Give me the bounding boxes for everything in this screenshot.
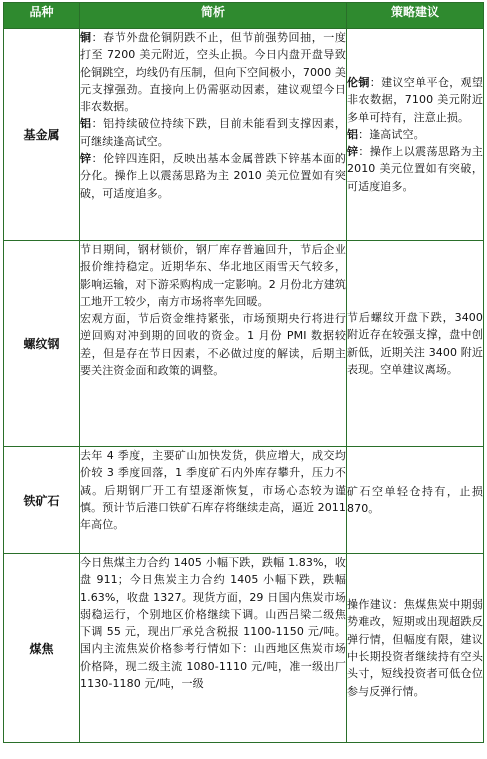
item-text: ：操作上以震荡思路为主 2010 美元位置如有突破，可适度追多。 (347, 145, 483, 193)
table-row (4, 447, 484, 554)
item-text: ：伦锌四连阳，反映出基本金属普跌下锌基本面的分化。操作上以震荡思路为主 2010 美元位置如有突破，可适度追多。 (80, 152, 346, 200)
item-label: 伦铜 (347, 75, 370, 89)
strategy-cell: 操作建议：焦煤焦炭中期弱势难改，短期或出现超跌反弹行情，但幅度有限，建议中长期投资者继续持有空头头寸，短线投资者可低仓位参与反弹行情。 (347, 554, 484, 743)
table-row (4, 554, 484, 743)
item-text: ：铝持续破位持续下跌，目前未能看到支撑因素，可继续逢高试空。 (80, 117, 346, 148)
strategy-cell: 矿石空单轻仓持有，止损 870。 (347, 447, 484, 554)
category-cell: 铁矿石 (4, 447, 80, 554)
header-category: 品种 (4, 3, 80, 29)
strategy-table (3, 2, 484, 743)
item-text: ：建议空单平仓，观望非农数据，7100 美元附近多单可持有，注意止损。 (347, 75, 484, 124)
table-row (4, 29, 484, 241)
header-analysis: 简析 (80, 3, 347, 29)
analysis-cell: 节日期间，钢材锁价，钢厂库存普遍回升，节后企业报价维持稳定。近期华东、华北地区雨雪天气较多，影响运输，对下游采购构成一定影响。2 月份北方建筑工地开工较少，南方市场将率先回暖。 宏观方面，节后资金维持紧张，市场预期央行将进行逆回购对冲到期的回收的资金。1 月份 PMI 数据较差，但是存在节日因素，不必做过度的解读，后期主要关注资金面和政策的调整。 (80, 241, 347, 447)
item-label: 锌 (347, 145, 359, 159)
item-label: 锌 (80, 152, 92, 166)
strategy-cell (347, 29, 484, 241)
strategy-cell: 节后螺纹开盘下跌，3400 附近存在较强支撑，盘中创新低，近期关注 3400 附近表现。空单建议离场。 (347, 241, 484, 447)
item-label: 铝 (80, 117, 92, 131)
table-row (4, 241, 484, 447)
item-label: 铜 (80, 31, 92, 44)
category-cell: 基金属 (4, 29, 80, 241)
analysis-cell: 去年 4 季度，主要矿山加快发货，供应增大，成交均价较 3 季度回落，1 季度矿石内外库存攀升，压力不减。后期钢厂开工有望逐渐恢复，市场心态较为谨慎。预计节后港口铁矿石库存将继续走高，逼近 2011 年高位。 (80, 447, 347, 554)
category-cell: 煤焦 (4, 554, 80, 743)
header-strategy: 策略建议 (347, 3, 484, 29)
header-row (4, 3, 484, 29)
item-text: ：逢高试空。 (358, 127, 425, 141)
analysis-cell (80, 29, 347, 241)
category-cell: 螺纹钢 (4, 241, 80, 447)
item-text: ：春节外盘伦铜阴跌不止，但节前强势回抽，一度打至 7200 美元附近，空头止损。今日内盘开盘导致伦铜跳空，均线仍有压制，但向下空间极小，7000 美元支撑强劲。直接向上仍需驱动因素，建议观望今日非农数据。 (80, 31, 346, 114)
item-label: 铝 (347, 127, 359, 141)
analysis-cell: 今日焦煤主力合约 1405 小幅下跌，跌幅 1.83%，收盘 911；今日焦炭主力合约 1405 小幅下跌，跌幅 1.63%，收盘 1327。现货方面，29 日国内焦炭市场弱稳运行，个别地区价格继续下调。山西吕梁二级焦下调 55 元，现出厂承兑含税报 1100-1150 元/吨。国内主流焦炭价格参考行情如下：山西地区焦炭市场价格降，现二级主流 1080-1110 元/吨，准一级出厂 1130-1180 元/吨，一级 (80, 554, 347, 743)
